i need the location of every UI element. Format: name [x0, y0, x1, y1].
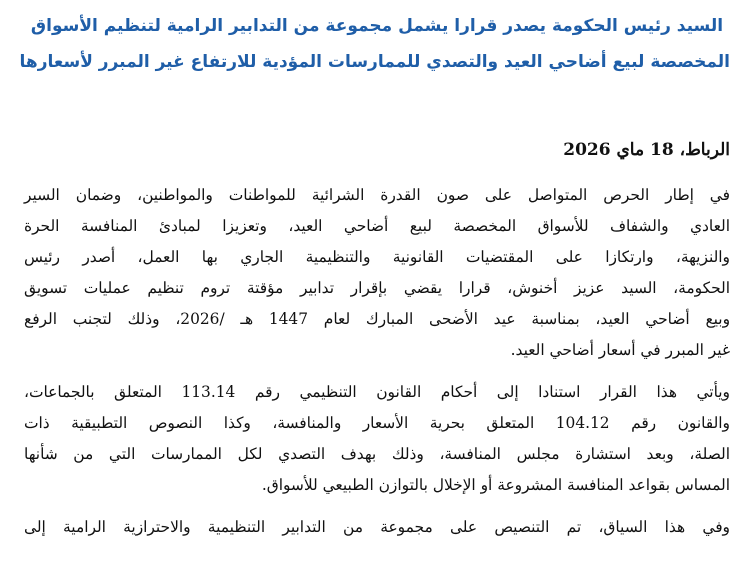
paragraph-line: وفي هذا السياق، تم التنصيص على مجموعة من التدابير التنظيمية والاحترازية الرامية إلى — [24, 518, 730, 536]
paragraph-1 — [24, 180, 730, 366]
paragraph-line: وبيع أضاحي العيد، بمناسبة عيد الأضحى المبارك لعام 1447 هـ /2026، وذلك لتجنب الرفع — [24, 310, 731, 328]
paragraph-line: العادي والشفاف للأسواق المخصصة لبيع أضاحي العيد، وتعزيزا لمبادئ المنافسة الحرة — [24, 217, 730, 235]
paragraph-line: والنزيهة، وارتكازا على المقتضيات القانونية والتنظيمية الجاري بها العمل، أصدر رئيس — [24, 248, 730, 266]
paragraph-line: المساس بقواعد المنافسة المشروعة أو الإخلال بالتوازن الطبيعي للأسواق. — [261, 476, 730, 494]
paragraph-line: في إطار الحرص المتواصل على صون القدرة الشرائية للمواطنات والمواطنين، وضمان السير — [24, 186, 730, 204]
paragraph-line: غير المبرر في أسعار أضاحي العيد. — [510, 341, 730, 359]
page-title — [19, 0, 730, 80]
paragraph-line: والقانون رقم 104.12 المتعلق بحرية الأسعار والمنافسة، وكذا النصوص التطبيقية ذات — [24, 414, 730, 432]
paragraph-line: الصلة، وبعد استشارة مجلس المنافسة، وذلك بهدف التصدي لكل الممارسات التي من شأنها — [24, 445, 730, 463]
dateline: الرباط، 18 ماي 2026 — [563, 140, 730, 160]
paragraph-2 — [24, 377, 730, 501]
paragraph-line: ويأتي هذا القرار استنادا إلى أحكام القانون التنظيمي رقم 113.14 المتعلق بالجماعات، — [24, 383, 730, 401]
title-line-1: السيد رئيس الحكومة يصدر قرارا يشمل مجموعة من التدابير الرامية لتنظيم الأسواق — [30, 16, 724, 36]
paragraph-3 — [24, 512, 730, 543]
paragraph-line: الحكومة، السيد عزيز أخنوش، قرارا يقضي بإقرار تدابير مؤقتة تروم تنظيم عمليات تسويق — [24, 279, 730, 297]
title-line-2: المخصصة لبيع أضاحي العيد والتصدي للممارسات المؤدية للارتفاع غير المبرر لأسعارها — [19, 52, 730, 72]
